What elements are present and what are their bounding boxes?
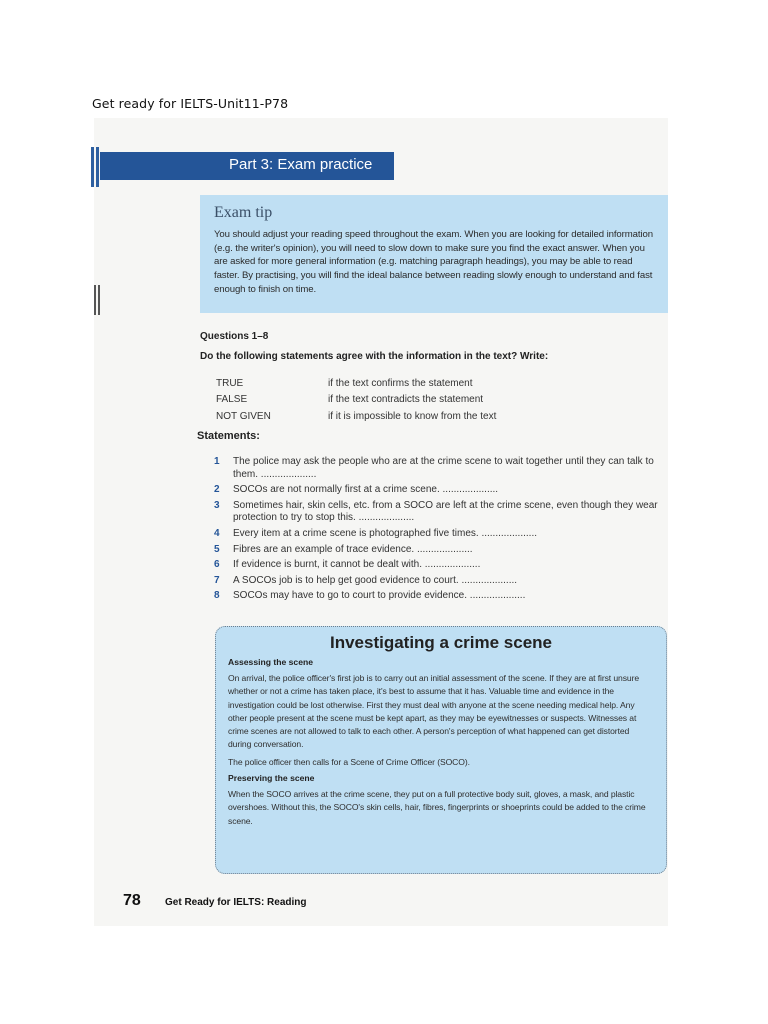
statements-list xyxy=(214,456,662,606)
statement-number: 7 xyxy=(214,574,220,586)
statement-number: 2 xyxy=(214,484,220,496)
statement-number: 5 xyxy=(214,543,220,555)
statement-item xyxy=(214,575,662,588)
gutter-mark xyxy=(91,147,94,187)
exam-tip-heading: Exam tip xyxy=(214,204,273,221)
statement-text: The police may ask the people who are at the crime scene to wait together until they can talk to them. .................... xyxy=(233,456,654,480)
statement-number: 3 xyxy=(214,499,220,511)
statement-text: A SOCOs job is to help get good evidence to court. .................... xyxy=(233,574,518,586)
statement-text: Every item at a crime scene is photographed five times. .................... xyxy=(233,527,538,539)
book-title: Get Ready for IELTS: Reading xyxy=(165,897,307,908)
exam-tip-body: You should adjust your reading speed throughout the exam. When you are looking for detailed information (e.g. the writer's opinion), you will need to slow down to make sure you find the exact answer. When you are asked for more general information (e.g. matching paragraph headings), you may be able to read faster. By practising, you will find the ideal balance between reading slowly enough to understand and fast enough to finish on time. xyxy=(214,229,653,295)
article-subheading: Assessing the scene xyxy=(228,657,314,667)
statement-text: Sometimes hair, skin cells, etc. from a SOCO are left at the crime scene, even though they wear protection to try to stop this. .................... xyxy=(233,499,658,524)
answer-key-row xyxy=(216,408,656,425)
gutter-mark xyxy=(94,285,96,315)
statement-text: SOCOs are not normally first at a crime scene. .................... xyxy=(233,484,499,496)
answer-code: TRUE xyxy=(216,377,244,389)
exam-tip-box xyxy=(200,195,668,313)
statement-number: 6 xyxy=(214,559,220,571)
statement-text: SOCOs may have to go to court to provide evidence. .................... xyxy=(233,590,526,602)
answer-key-row xyxy=(216,392,656,409)
article-paragraph: When the SOCO arrives at the crime scene, they put on a full protective body suit, gloves, a mask, and plastic overshoes. Without this, the SOCO's skin cells, hair, fibres, fingerprints or shoeprints could be added to the crime scene. xyxy=(228,789,646,826)
questions-instruction: Do the following statements agree with the information in the text? Write: xyxy=(200,351,549,362)
statement-item xyxy=(214,528,662,541)
article-paragraph: On arrival, the police officer's first job is to carry out an initial assessment of the scene. If they are at first unsure whether or not a crime has taken place, it's best to assume that it has. Valuable time and evidence in the investigation could be lost otherwise. First they must deal with anyone at the scene needing medical help. Any other people present at the scene must be kept apart, as they may be eyewitnesses or suspects. Witnesses at crime scenes are not allowed to talk to each other. A person's perception of what happened can get distorted during conversation. xyxy=(228,673,640,750)
page-number: 78 xyxy=(123,892,141,909)
article-paragraph: The police officer then calls for a Scene of Crime Officer (SOCO). xyxy=(228,756,470,767)
statement-item xyxy=(214,590,662,603)
article-subheading: Preserving the scene xyxy=(228,773,315,784)
questions-heading: Questions 1–8 xyxy=(200,331,269,342)
gutter-mark xyxy=(98,285,100,315)
answer-meaning: if it is impossible to know from the text xyxy=(328,410,497,422)
document-title: Get ready for IELTS-Unit11-P78 xyxy=(92,96,289,111)
answer-key xyxy=(216,375,656,425)
statement-item xyxy=(214,500,662,525)
statement-number: 1 xyxy=(214,456,220,467)
statement-text: If evidence is burnt, it cannot be dealt with. .................... xyxy=(233,559,481,571)
answer-meaning: if the text contradicts the statement xyxy=(328,394,484,406)
section-title: Part 3: Exam practice xyxy=(229,156,373,173)
answer-key-row xyxy=(216,375,656,392)
statement-item xyxy=(214,456,662,481)
gutter-mark xyxy=(96,147,99,187)
answer-meaning: if the text confirms the statement xyxy=(328,377,473,389)
article-title: Investigating a crime scene xyxy=(329,633,553,652)
statement-item xyxy=(214,559,662,572)
statement-text: Fibres are an example of trace evidence. .................... xyxy=(233,543,473,555)
article-box xyxy=(215,626,667,874)
answer-code: NOT GIVEN xyxy=(216,410,271,422)
statement-item xyxy=(214,544,662,557)
statement-number: 4 xyxy=(214,527,220,539)
statement-item xyxy=(214,484,662,497)
answer-code: FALSE xyxy=(216,394,248,406)
statement-number: 8 xyxy=(214,590,220,602)
statements-heading: Statements: xyxy=(197,430,260,442)
